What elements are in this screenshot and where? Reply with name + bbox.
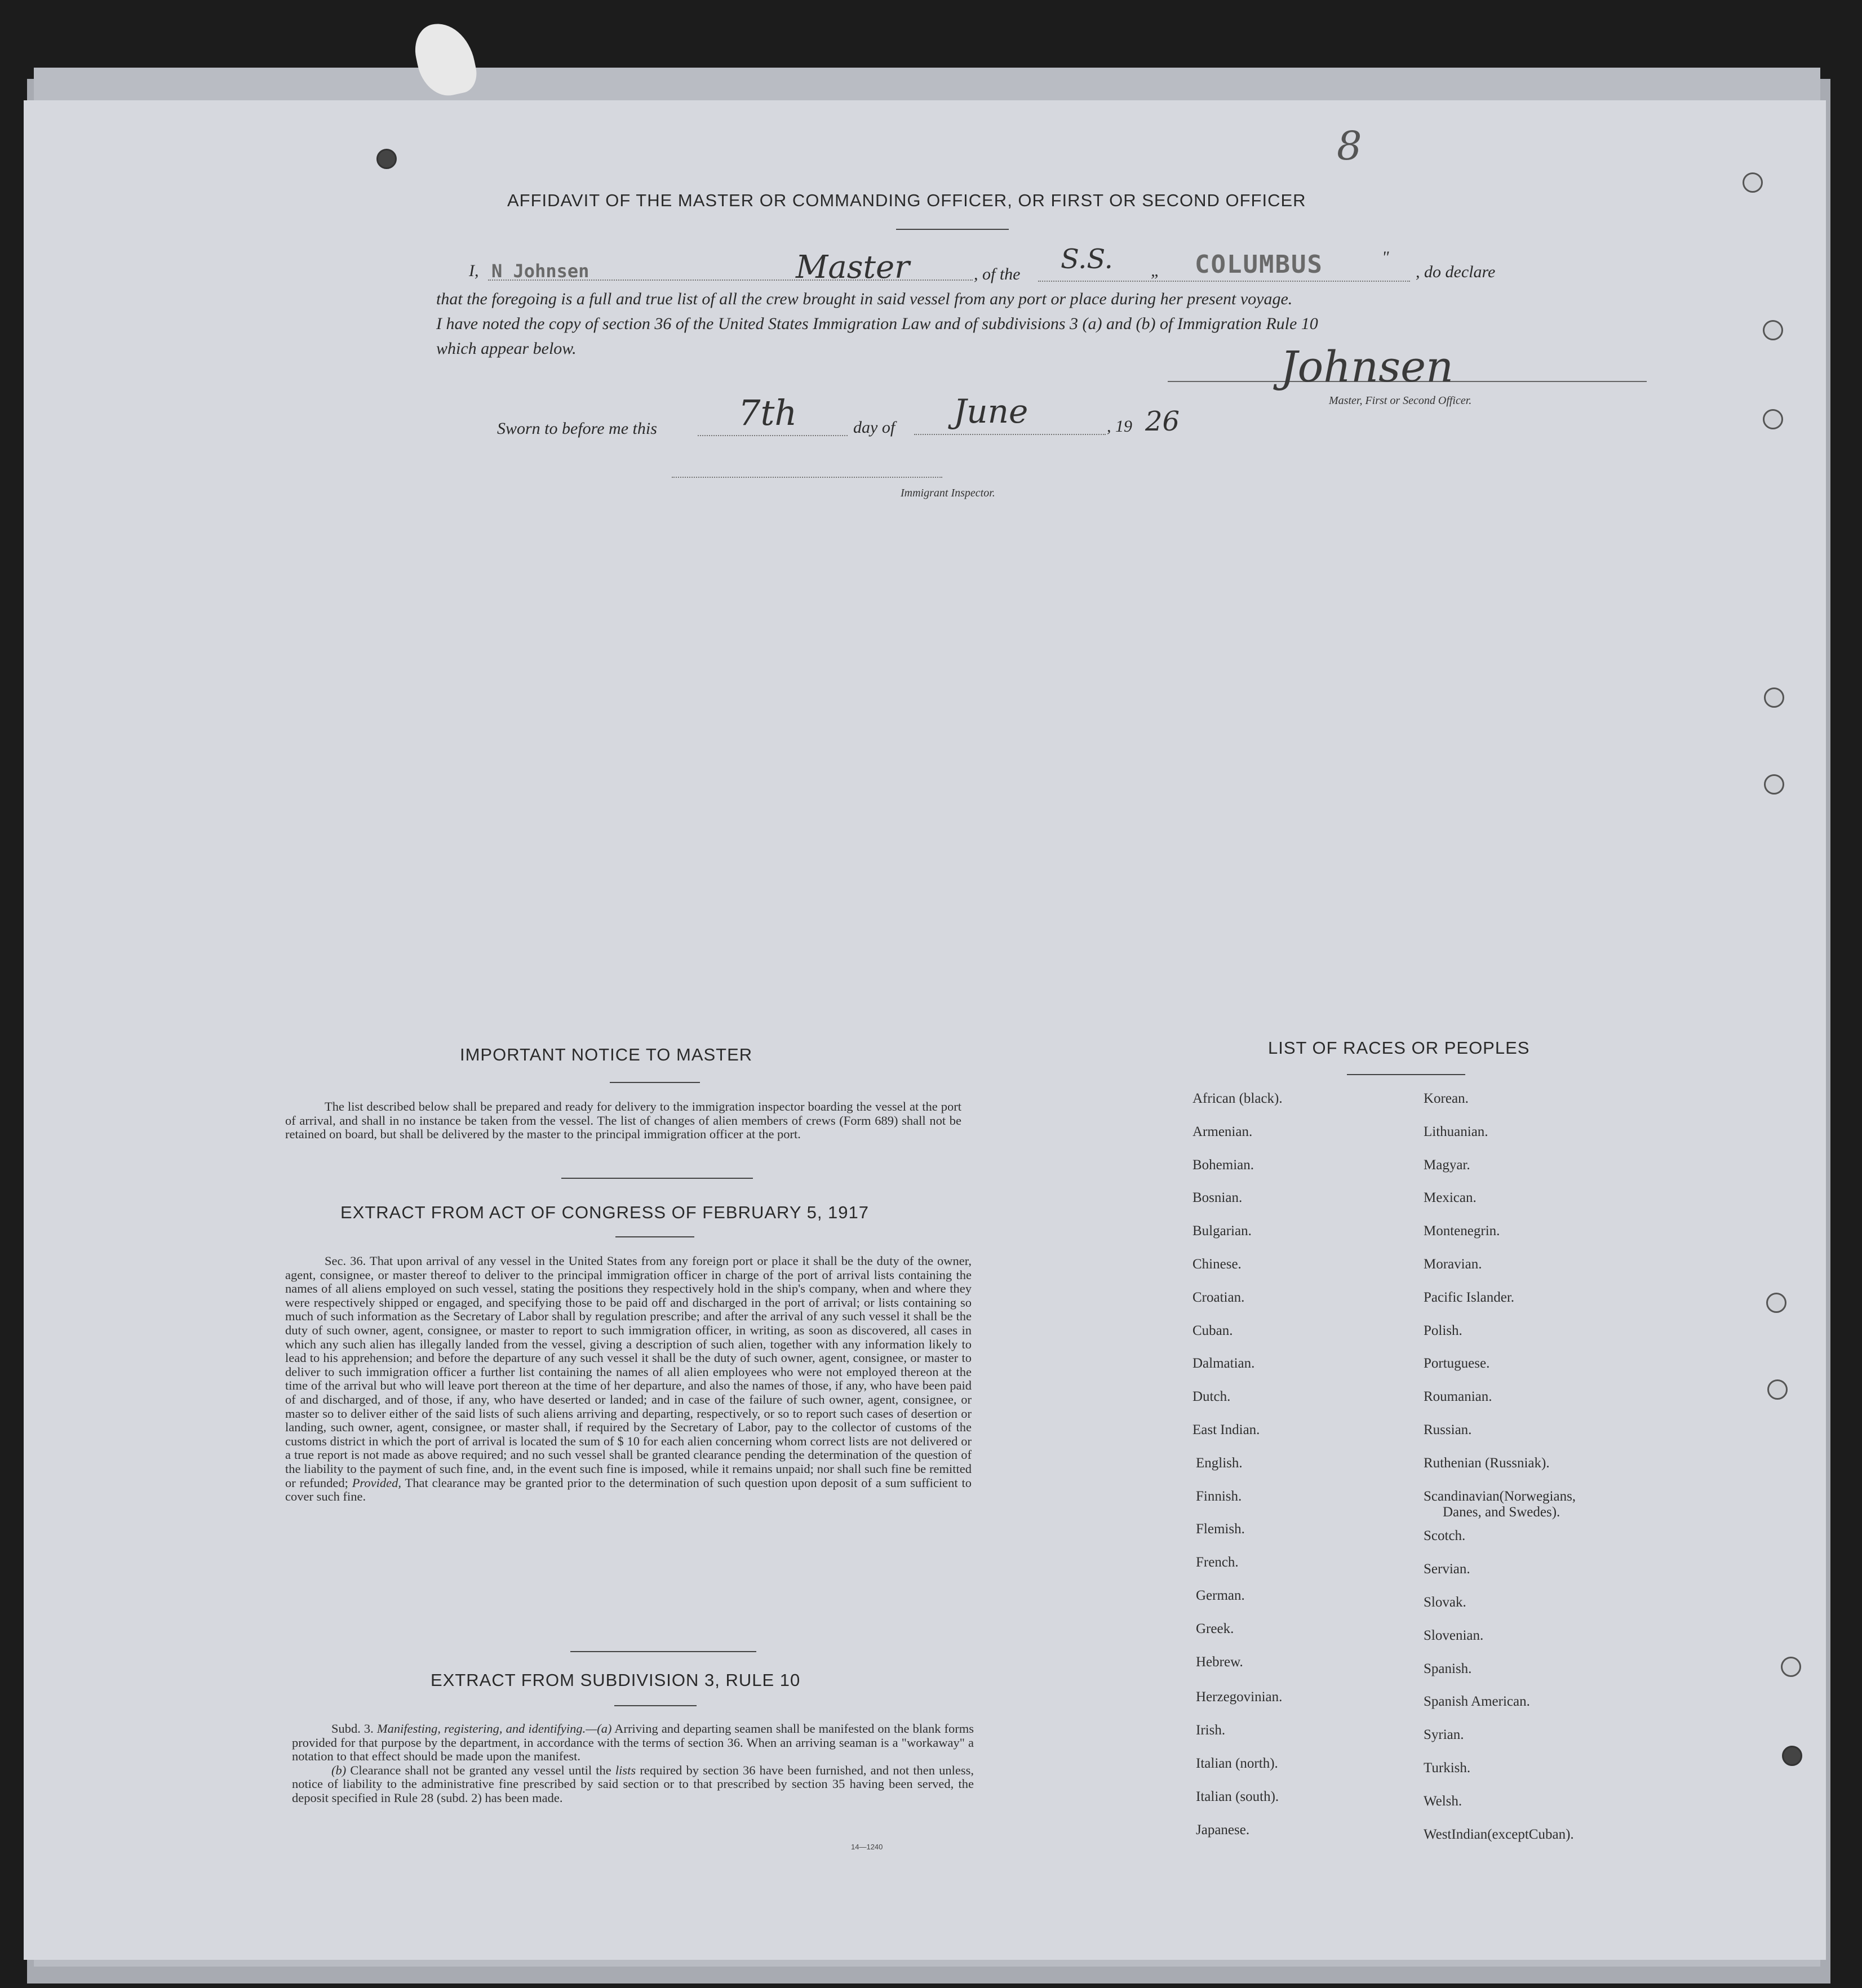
signature-caption: Master, First or Second Officer. bbox=[1329, 394, 1472, 407]
race-item: Italian (south). bbox=[1196, 1789, 1279, 1804]
sworn-label: Sworn to before me this bbox=[497, 419, 657, 438]
race-item: Bulgarian. bbox=[1192, 1223, 1252, 1239]
affidavit-line-3: I have noted the copy of section 36 of the United States Immigration Law and of subdivisions 3 (a) and (b) of Immigration Rule 10 bbox=[436, 314, 1318, 333]
inspector-signature-line bbox=[672, 477, 942, 478]
race-item: Korean. bbox=[1424, 1091, 1469, 1106]
form-code: 14—1240 bbox=[851, 1843, 883, 1851]
sec-label: Sec. 36. bbox=[325, 1254, 366, 1268]
master-signature: Johnsen bbox=[1280, 341, 1454, 392]
subd-heading: Manifesting, registering, and identifying.—(a) bbox=[376, 1721, 612, 1736]
name-field: N Johnsen bbox=[491, 260, 589, 282]
race-item: African (black). bbox=[1192, 1091, 1283, 1106]
race-item: Roumanian. bbox=[1424, 1389, 1492, 1404]
quote-mark: " bbox=[1382, 248, 1389, 267]
races-title: LIST OF RACES OR PEOPLES bbox=[1268, 1038, 1530, 1058]
do-declare-label: , do declare bbox=[1416, 263, 1496, 281]
rule-text-b1: Clearance shall not be granted any vessel until the bbox=[350, 1763, 611, 1777]
punch-hole-icon bbox=[1743, 172, 1763, 193]
affidavit-line-4: which appear below. bbox=[436, 339, 577, 358]
race-item: Herzegovinian. bbox=[1196, 1689, 1283, 1705]
sworn-day-line bbox=[698, 435, 848, 436]
race-item: Ruthenian (Russniak). bbox=[1424, 1456, 1550, 1471]
race-item-continuation: Danes, and Swedes). bbox=[1443, 1505, 1560, 1520]
quote-mark: „ bbox=[1151, 261, 1160, 280]
race-item: Croatian. bbox=[1192, 1290, 1245, 1305]
sworn-day-field: 7th bbox=[738, 392, 797, 433]
race-item: French. bbox=[1196, 1555, 1239, 1570]
race-item: Welsh. bbox=[1424, 1794, 1462, 1809]
b-label: (b) bbox=[331, 1763, 347, 1777]
extract-act-title: EXTRACT FROM ACT OF CONGRESS OF FEBRUARY 5, 1917 bbox=[340, 1202, 870, 1222]
race-item: Magyar. bbox=[1424, 1157, 1470, 1173]
race-item: Lithuanian. bbox=[1424, 1124, 1488, 1139]
rule-text-a: Arriving and departing seamen shall be manifested on the blank forms provided for that purpose by the department, in accordance with the terms of section 36. When an arriving seaman is a "workaway" a notation to that effect should be made upon the manifest. bbox=[292, 1721, 974, 1764]
race-item: Mexican. bbox=[1424, 1190, 1477, 1205]
punch-hole-icon bbox=[376, 149, 397, 169]
race-item: Greek. bbox=[1196, 1621, 1234, 1636]
punch-hole-icon bbox=[1781, 1657, 1801, 1677]
section-divider bbox=[561, 1178, 753, 1179]
race-item: Finnish. bbox=[1196, 1489, 1242, 1504]
race-item: Scandinavian(Norwegians, bbox=[1424, 1489, 1576, 1504]
form-page bbox=[24, 100, 1826, 1960]
notice-underline bbox=[610, 1082, 700, 1083]
race-item: WestIndian(exceptCuban). bbox=[1424, 1827, 1574, 1842]
race-item: Cuban. bbox=[1192, 1323, 1233, 1338]
vessel-prefix-field: S.S. bbox=[1061, 243, 1113, 275]
race-item: Moravian. bbox=[1424, 1257, 1482, 1272]
race-item: Turkish. bbox=[1424, 1760, 1471, 1776]
punch-hole-icon bbox=[1766, 1293, 1786, 1313]
race-item: Dalmatian. bbox=[1192, 1356, 1255, 1371]
race-item: Polish. bbox=[1424, 1323, 1462, 1338]
race-item: Pacific Islander. bbox=[1424, 1290, 1515, 1305]
punch-hole-icon bbox=[1767, 1379, 1788, 1400]
of-the-label: , of the bbox=[974, 265, 1021, 283]
affidavit-line-2: that the foregoing is a full and true list of all the crew brought in said vessel from any port or place during her present voyage. bbox=[436, 290, 1293, 308]
rule-text-b2: required by section 36 have been furnished, and not then unless, notice of liability to the administrative fine prescribed by said section or to that prescribed by section 35 having been served, the deposit specified in Rule 28 (subd. 2) has been made. bbox=[292, 1763, 974, 1805]
race-item: Flemish. bbox=[1196, 1521, 1245, 1537]
race-item: Servian. bbox=[1424, 1561, 1470, 1577]
race-item: Dutch. bbox=[1192, 1389, 1231, 1404]
race-item: Montenegrin. bbox=[1424, 1223, 1500, 1239]
race-item: Bohemian. bbox=[1192, 1157, 1254, 1173]
punch-hole-icon bbox=[1764, 687, 1784, 708]
race-item: East Indian. bbox=[1192, 1422, 1260, 1437]
section-36-text bbox=[285, 1254, 972, 1504]
vessel-name-field: COLUMBUS bbox=[1195, 250, 1323, 279]
race-item: Hebrew. bbox=[1196, 1654, 1243, 1670]
extract-act-underline bbox=[615, 1236, 694, 1237]
year-suffix-field: 26 bbox=[1145, 406, 1180, 437]
inspector-caption: Immigrant Inspector. bbox=[901, 487, 995, 499]
i-label: I, bbox=[469, 261, 479, 280]
races-underline bbox=[1347, 1074, 1465, 1075]
race-item: Slovak. bbox=[1424, 1595, 1466, 1610]
race-item: Irish. bbox=[1196, 1723, 1226, 1738]
year-prefix: , 19 bbox=[1107, 417, 1132, 436]
race-item: Russian. bbox=[1424, 1422, 1472, 1437]
race-item: Chinese. bbox=[1192, 1257, 1242, 1272]
section-36-end: That clearance may be granted prior to the determination of such question upon deposit of a sum sufficient to cover such fine. bbox=[285, 1475, 972, 1504]
subd-label: Subd. 3. bbox=[331, 1721, 374, 1736]
day-of-label: day of bbox=[853, 418, 895, 437]
race-item: Scotch. bbox=[1424, 1528, 1466, 1543]
race-item: Spanish. bbox=[1424, 1661, 1472, 1676]
punch-hole-icon bbox=[1763, 409, 1783, 429]
sworn-month-line bbox=[914, 434, 1106, 435]
race-item: German. bbox=[1196, 1588, 1245, 1603]
notice-title: IMPORTANT NOTICE TO MASTER bbox=[460, 1045, 753, 1064]
sworn-month-field: June bbox=[954, 392, 1028, 431]
race-item: Syrian. bbox=[1424, 1727, 1464, 1742]
section-36-body: That upon arrival of any vessel in the United States from any foreign port or place it shall be the duty of the owner, agent, consignee, or master thereof to deliver to the principal immigration officer in charge of the port of arrival lists containing the names of all aliens employed on such vessel, stating the positions they respectively hold in the ship's company, when and where they were respectively shipped or engaged, and specifying those to be paid off and discharged in the port of arrival; or lists containing so much of such information as the Secretary of Labor shall by regulation prescribe; and after the arrival of any such vessel it shall be the duty of such owner, agent, consignee, or master to report to such immigration officer, in writing, as soon as discovered, all cases in which any such alien has illegally landed from the vessel, giving a description of such alien, together with any information likely to lead to his apprehension; and before the departure of any such vessel it shall be the duty of such owner, agent, consignee, or master to deliver to such immigration officer a further list containing the names of all alien employees who were not employed thereon at the time of the arrival but who will leave port thereon at the time of her departure, and also the names of those, if any, who have been paid of and discharged, and of those, if any, who have deserted or landed; and in case of the failure of such owner, agent, consignee, or master so to deliver either of the said lists of such aliens arriving and departing, respectively, or so to report such cases of desertion or landing, such owner, agent, consignee, or master shall, if required by the Secretary of Labor, pay to the collector of customs of the customs district in which the port of arrival is located the sum of $ 10 for each alien concerning whom correct lists are not delivered or a true report is not made as above required; and no such vessel shall be granted clearance pending the determination of the question of the liability to the payment of such fine, and, in the event such fine is imposed, while it remains unpaid; nor shall such fine be remitted or refunded; bbox=[285, 1254, 972, 1490]
punch-hole-icon bbox=[1782, 1746, 1802, 1766]
race-item: Portuguese. bbox=[1424, 1356, 1490, 1371]
notice-text: The list described below shall be prepared and ready for delivery to the immigration inspector boarding the vessel at the port of arrival, and shall in no instance be taken from the vessel. The list of changes of alien members of crews (Form 689) shall not be retained on board, but shall be delivered by the master to the principal immigration officer at the port. bbox=[285, 1099, 961, 1142]
race-item: Slovenian. bbox=[1424, 1628, 1484, 1643]
race-item: Spanish American. bbox=[1424, 1694, 1530, 1709]
section-divider bbox=[570, 1651, 756, 1652]
punch-hole-icon bbox=[1764, 774, 1784, 795]
race-item: Italian (north). bbox=[1196, 1756, 1278, 1771]
race-item: Armenian. bbox=[1192, 1124, 1253, 1139]
rank-field: Master bbox=[796, 249, 910, 286]
vessel-field-line bbox=[1038, 281, 1410, 282]
race-item: English. bbox=[1196, 1456, 1243, 1471]
extract-rule-underline bbox=[614, 1705, 697, 1706]
rule-text-lists: lists bbox=[615, 1763, 636, 1777]
race-item: Japanese. bbox=[1196, 1822, 1250, 1838]
extract-rule-title: EXTRACT FROM SUBDIVISION 3, RULE 10 bbox=[431, 1670, 801, 1690]
page-number: 8 bbox=[1337, 123, 1362, 169]
title-underline bbox=[896, 229, 1009, 230]
provided-label: Provided, bbox=[352, 1475, 401, 1490]
rule-10-text bbox=[292, 1722, 974, 1805]
punch-hole-icon bbox=[1763, 320, 1783, 340]
race-item: Bosnian. bbox=[1192, 1190, 1243, 1205]
affidavit-title: AFFIDAVIT OF THE MASTER OR COMMANDING OFFICER, OR FIRST OR SECOND OFFICER bbox=[507, 190, 1306, 210]
